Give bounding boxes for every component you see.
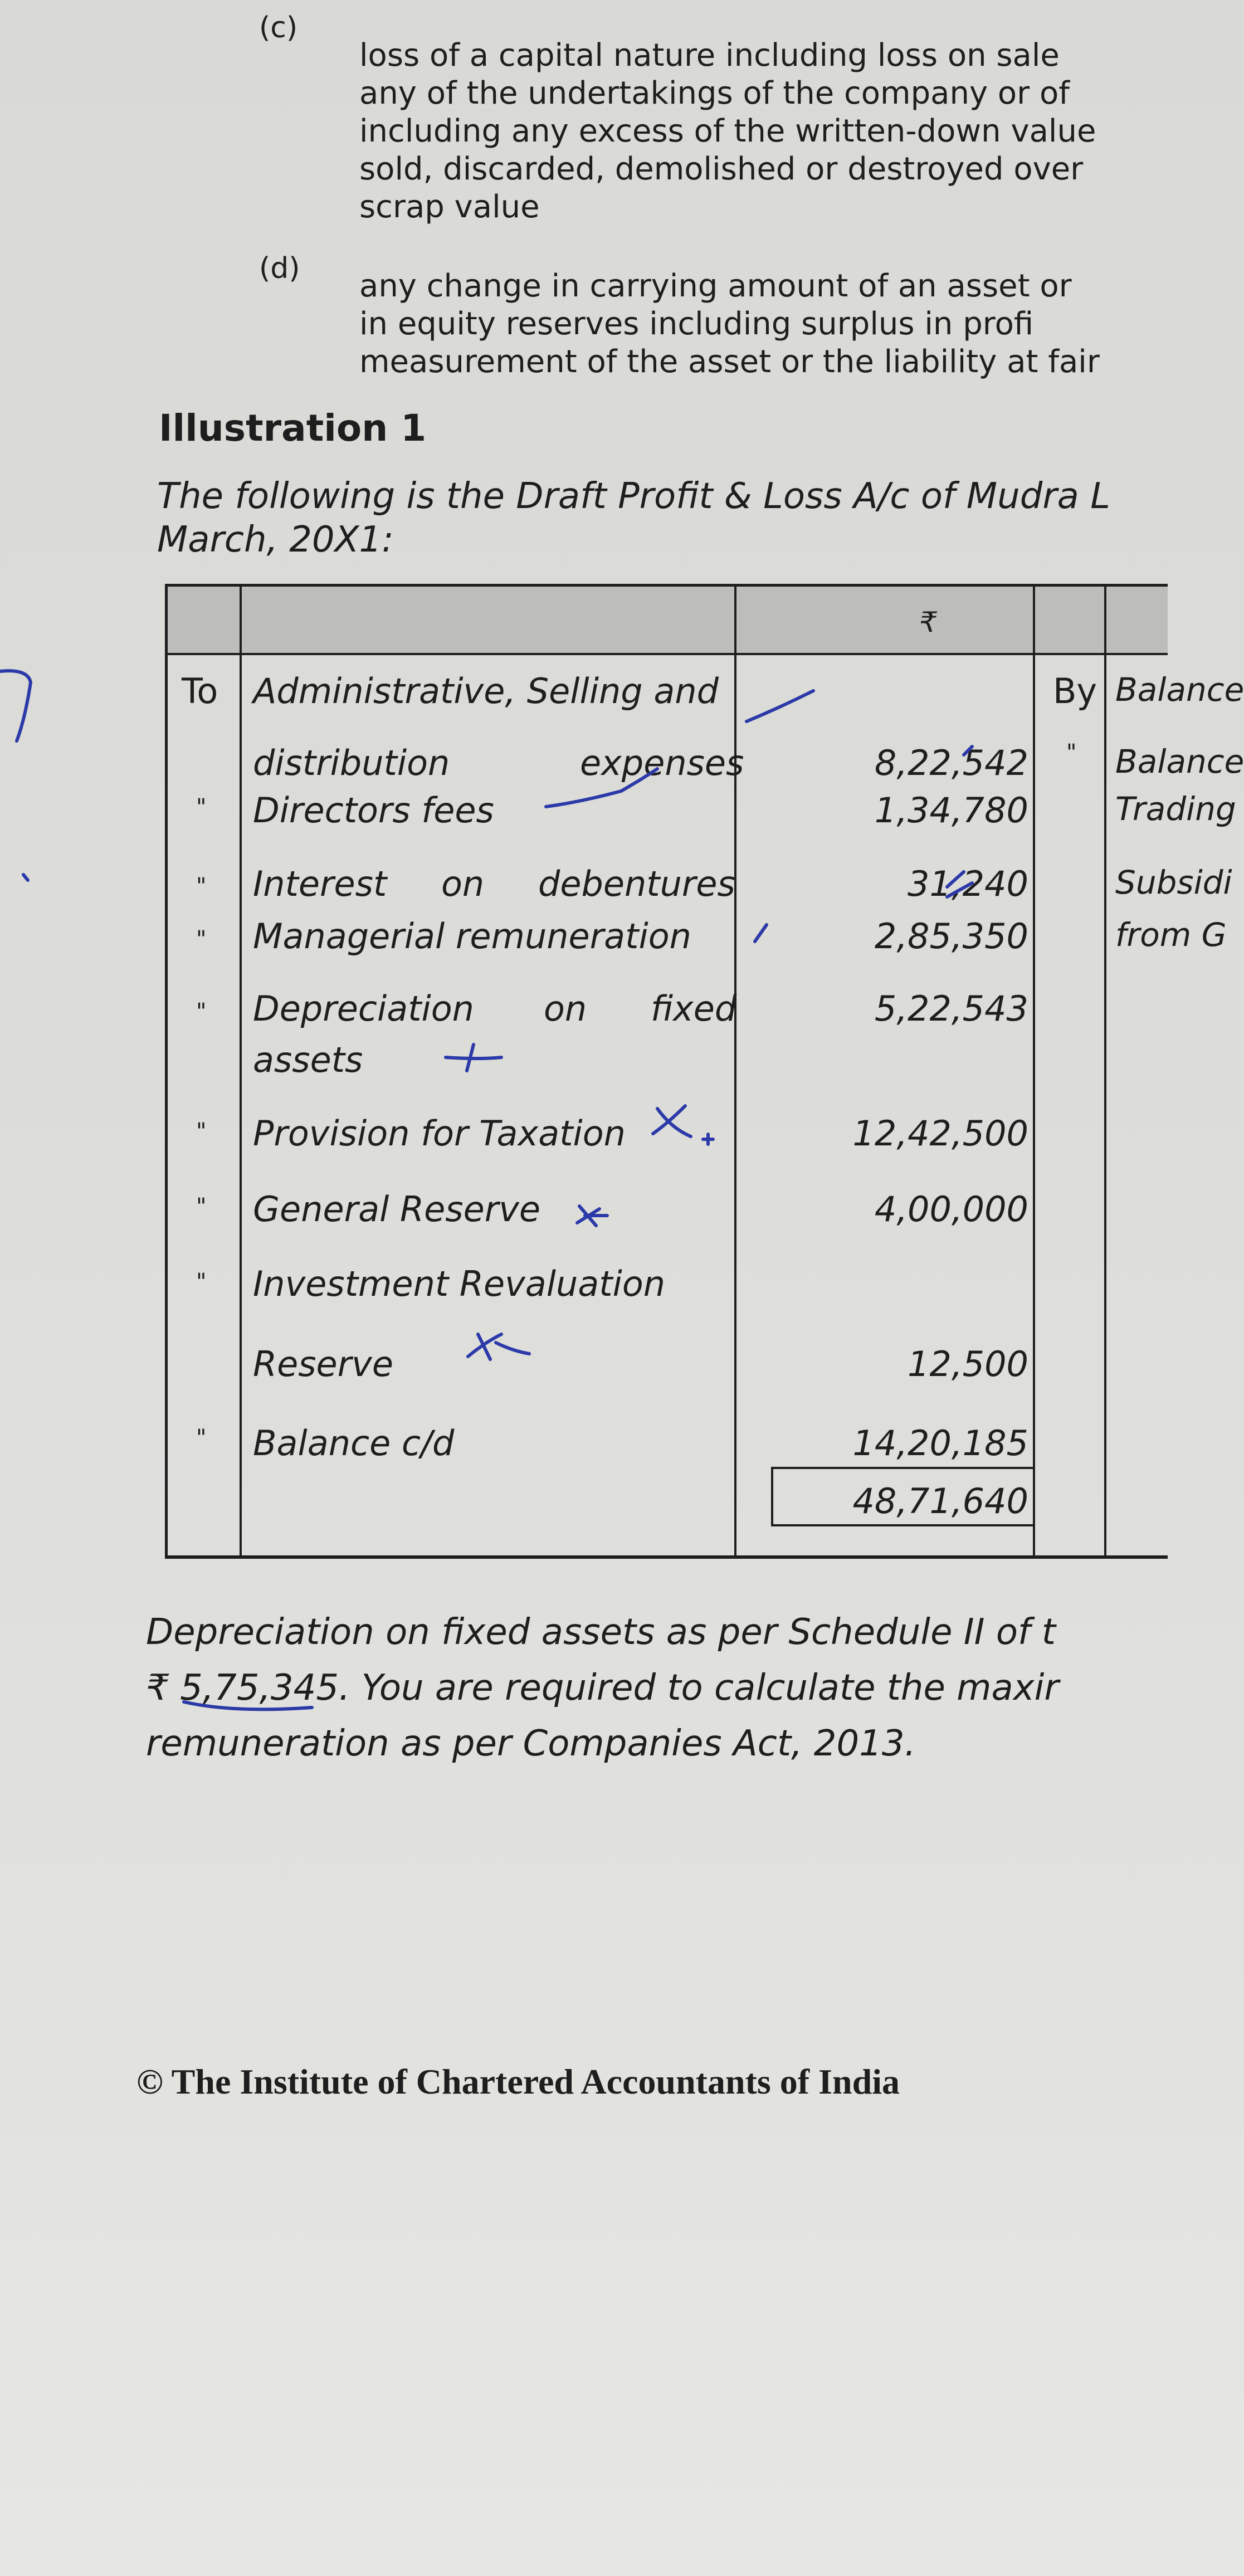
row-depreciation-b: on [544, 988, 587, 1029]
credit-row: Balance [1115, 743, 1244, 780]
note-line: remuneration as per Companies Act, 2013. [146, 1723, 916, 1764]
clause-d-line: in equity reserves including surplus in profi [359, 306, 1034, 342]
row-interest-a: Interest [253, 863, 387, 904]
row-balance-cd: Balance c/d [253, 1423, 455, 1463]
clause-d-label: (d) [259, 252, 300, 285]
row-investment-revaluation: Investment Revaluation [253, 1263, 666, 1304]
ditto-mark: " [1066, 740, 1077, 765]
copyright-footer: © The Institute of Chartered Accountants of India [136, 2062, 900, 2101]
row-depreciation-c: fixed [651, 988, 737, 1029]
amount-investment-reserve: 12,500 [908, 1344, 1028, 1384]
clause-c-line: sold, discarded, demolished or destroyed over [359, 151, 1084, 187]
total-bottom-rule [771, 1524, 1035, 1526]
amount-interest: 31,240 [908, 863, 1028, 904]
row-managerial-remuneration: Managerial remuneration [253, 916, 691, 957]
clause-c-label: (c) [259, 11, 298, 45]
profit-loss-table [165, 584, 1244, 1559]
particulars-col-rule [734, 584, 736, 1559]
row-admin-expenses-l2b: expenses [580, 743, 744, 783]
clause-c-line: scrap value [359, 189, 540, 225]
intro-line: March, 20X1: [157, 519, 394, 560]
table-header-rule [165, 653, 1168, 655]
row-investment-revaluation-l2: Reserve [253, 1344, 393, 1384]
amount-general-reserve: 4,00,000 [874, 1189, 1028, 1230]
ditto-mark: " [196, 1119, 207, 1144]
amount-balance-cd: 14,20,185 [852, 1423, 1028, 1463]
clause-c-line: any of the undertakings of the company or of [359, 75, 1070, 111]
credit-row: Trading [1115, 790, 1236, 828]
currency-symbol: ₹ [919, 606, 937, 638]
pen-dot-mark [23, 875, 28, 880]
clause-d-line: any change in carrying amount of an asset or [359, 268, 1072, 304]
amount-managerial: 2,85,350 [874, 916, 1028, 957]
note-line: Depreciation on fixed assets as per Schedule II of t [146, 1612, 1056, 1653]
amount-debit-total: 48,71,640 [852, 1481, 1028, 1521]
row-admin-expenses-l2a: distribution [253, 743, 450, 783]
row-general-reserve: General Reserve [253, 1189, 541, 1230]
amount-directors-fees: 1,34,780 [874, 790, 1028, 831]
clause-d-line: measurement of the asset or the liability at fair [359, 344, 1100, 380]
ditto-mark: " [196, 1425, 207, 1451]
clause-c-line: loss of a capital nature including loss on sale [359, 37, 1060, 74]
illustration-intro [157, 475, 1110, 562]
ditto-mark: " [196, 1194, 207, 1219]
amount-col-rule [1033, 584, 1035, 1559]
total-top-rule [771, 1467, 1035, 1469]
intro-line: The following is the Draft Profit & Loss A/c of Mudra L [157, 476, 1110, 517]
row-admin-expenses: Administrative, Selling and [253, 671, 719, 711]
ditto-mark: " [196, 999, 207, 1024]
clause-d-text [359, 267, 1100, 381]
table-bottom-rule [165, 1555, 1168, 1559]
row-provision-taxation: Provision for Taxation [253, 1113, 626, 1154]
credit-prefix-by: By [1053, 671, 1097, 711]
credit-row: from G [1115, 916, 1227, 954]
note-line: ₹ 5,75,345. You are required to calculate the maxir [146, 1667, 1059, 1709]
credit-row: Subsidi [1115, 863, 1232, 901]
illustration-title: Illustration 1 [159, 407, 427, 450]
clause-c-text [359, 37, 1096, 226]
table-left-rule [165, 584, 168, 1559]
row-prefix-to: To [182, 671, 218, 711]
row-depreciation-a: Depreciation [253, 988, 474, 1029]
table-header-band [165, 584, 1168, 654]
table-top-rule [165, 584, 1168, 587]
row-directors-fees: Directors fees [253, 790, 494, 831]
row-interest-c: debentures [538, 863, 735, 904]
row-interest-b: on [441, 863, 485, 904]
amount-provision-taxation: 12,42,500 [852, 1113, 1028, 1154]
ditto-mark: " [196, 874, 207, 899]
amount-depreciation: 5,22,543 [874, 988, 1028, 1029]
amount-inner-rule-left [771, 1467, 773, 1526]
ditto-mark: " [196, 794, 207, 820]
amount-admin-expenses: 8,22,542 [874, 743, 1028, 783]
pen-hook-mark [0, 671, 31, 741]
credit-prefix-rule [1104, 584, 1106, 1559]
clause-c-line: including any excess of the written-down value [359, 113, 1096, 149]
note-paragraph [146, 1604, 1059, 1772]
prefix-col-rule [240, 584, 242, 1559]
row-depreciation-l2: assets [253, 1040, 363, 1080]
ditto-mark: " [196, 1269, 207, 1295]
credit-row: Balance [1115, 671, 1244, 709]
ditto-mark: " [196, 926, 207, 952]
